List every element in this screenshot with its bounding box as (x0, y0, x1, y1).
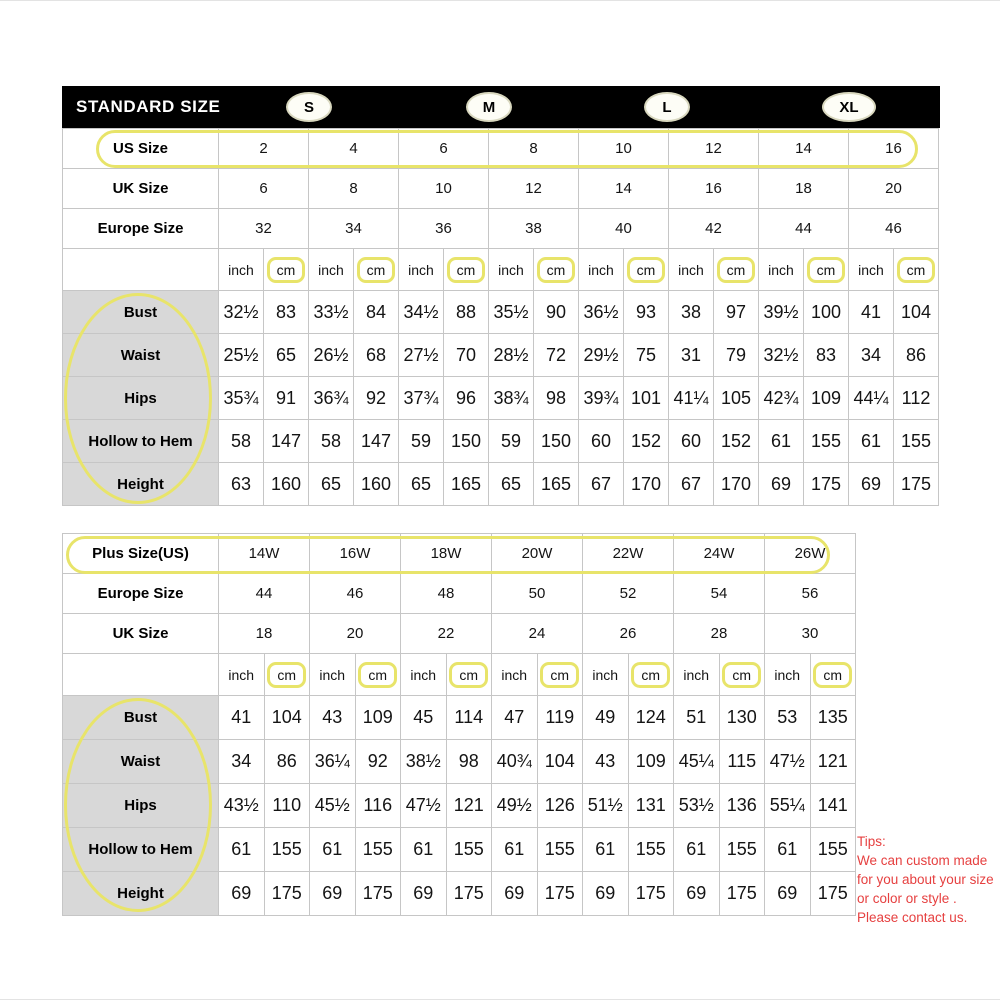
measure-value: 69 (849, 463, 894, 506)
measure-value: 109 (355, 696, 401, 740)
size-value: 18 (759, 169, 849, 209)
measure-value: 98 (534, 377, 579, 420)
measure-label: Hips (63, 377, 219, 420)
measure-value: 41 (849, 291, 894, 334)
measure-row (63, 696, 856, 740)
tips-line: We can custom made (857, 853, 988, 868)
measure-label: Height (63, 872, 219, 916)
size-value: 28 (674, 614, 765, 654)
measure-label: Hollow to Hem (63, 828, 219, 872)
measure-value: 32½ (219, 291, 264, 334)
measure-value: 31 (669, 334, 714, 377)
measure-value: 55¼ (765, 784, 811, 828)
measure-value: 33½ (309, 291, 354, 334)
size-value: 44 (219, 574, 310, 614)
size-value: 30 (765, 614, 856, 654)
measure-value: 97 (714, 291, 759, 334)
measure-value: 104 (537, 740, 583, 784)
measure-value: 86 (894, 334, 939, 377)
measure-row (63, 334, 939, 377)
measure-value: 72 (534, 334, 579, 377)
measure-value: 43 (310, 696, 356, 740)
row-label: UK Size (63, 169, 219, 209)
measure-value: 61 (583, 828, 629, 872)
row-label: UK Size (63, 614, 219, 654)
measure-value: 65 (399, 463, 444, 506)
measure-value: 27½ (399, 334, 444, 377)
measure-value: 34 (849, 334, 894, 377)
measure-value: 152 (624, 420, 669, 463)
cm-unit-cell (624, 249, 669, 291)
inch-unit-label: inch (765, 654, 811, 696)
measure-value: 175 (264, 872, 310, 916)
inch-unit-label: inch (489, 249, 534, 291)
cm-unit-highlighted-label: cm (358, 662, 397, 688)
size-value: 2 (219, 129, 309, 169)
cm-unit-cell (894, 249, 939, 291)
cm-unit-highlighted-label: cm (717, 257, 756, 283)
measure-row (63, 872, 856, 916)
measure-value: 155 (810, 828, 856, 872)
tips-note (857, 832, 994, 927)
measure-value: 135 (810, 696, 856, 740)
measure-value: 69 (492, 872, 538, 916)
measure-value: 93 (624, 291, 669, 334)
measure-value: 32½ (759, 334, 804, 377)
measure-value: 91 (264, 377, 309, 420)
measure-value: 59 (399, 420, 444, 463)
size-value: 48 (401, 574, 492, 614)
measure-value: 115 (719, 740, 765, 784)
cm-unit-cell (355, 654, 401, 696)
size-value: 52 (583, 574, 674, 614)
measure-value: 69 (401, 872, 447, 916)
size-badge-s: S (286, 92, 332, 122)
size-value: 10 (579, 129, 669, 169)
size-badge-l: L (644, 92, 690, 122)
size-value: 14W (219, 534, 310, 574)
measure-value: 112 (894, 377, 939, 420)
measure-value: 65 (264, 334, 309, 377)
cm-unit-highlighted-label: cm (631, 662, 670, 688)
measure-value: 175 (355, 872, 401, 916)
cm-unit-cell (719, 654, 765, 696)
measure-value: 67 (669, 463, 714, 506)
measure-value: 175 (719, 872, 765, 916)
size-badge-m: M (466, 92, 512, 122)
measure-value: 61 (401, 828, 447, 872)
size-badge-xl: XL (822, 92, 876, 122)
measure-value: 84 (354, 291, 399, 334)
measure-value: 170 (714, 463, 759, 506)
size-row (63, 614, 856, 654)
measure-label: Hollow to Hem (63, 420, 219, 463)
measure-value: 36¼ (310, 740, 356, 784)
row-label: US Size (63, 129, 219, 169)
size-value: 6 (399, 129, 489, 169)
measure-value: 39½ (759, 291, 804, 334)
tips-title: Tips: (857, 834, 886, 849)
measure-value: 35¾ (219, 377, 264, 420)
measure-value: 130 (719, 696, 765, 740)
measure-value: 90 (534, 291, 579, 334)
measure-value: 38 (669, 291, 714, 334)
measure-value: 69 (765, 872, 811, 916)
measure-label: Waist (63, 740, 219, 784)
cm-unit-highlighted-label: cm (449, 662, 488, 688)
measure-value: 160 (354, 463, 399, 506)
standard-size-header-bar (62, 86, 940, 128)
measure-value: 61 (219, 828, 265, 872)
unit-row-empty-cell (63, 249, 219, 291)
cm-unit-cell (264, 654, 310, 696)
measure-value: 114 (446, 696, 492, 740)
size-value: 14 (759, 129, 849, 169)
measure-value: 45¼ (674, 740, 720, 784)
measure-value: 43½ (219, 784, 265, 828)
size-value: 8 (489, 129, 579, 169)
size-value: 20 (849, 169, 939, 209)
size-value: 46 (310, 574, 401, 614)
measure-value: 63 (219, 463, 264, 506)
size-value: 6 (219, 169, 309, 209)
size-value: 16 (849, 129, 939, 169)
measure-value: 175 (628, 872, 674, 916)
measure-value: 175 (537, 872, 583, 916)
size-row (63, 574, 856, 614)
measure-value: 61 (759, 420, 804, 463)
size-value: 50 (492, 574, 583, 614)
measure-value: 155 (264, 828, 310, 872)
measure-value: 75 (624, 334, 669, 377)
size-value: 32 (219, 209, 309, 249)
cm-unit-highlighted-label: cm (267, 257, 306, 283)
inch-unit-label: inch (669, 249, 714, 291)
inch-unit-label: inch (310, 654, 356, 696)
measure-value: 53½ (674, 784, 720, 828)
measure-value: 165 (444, 463, 489, 506)
size-value: 10 (399, 169, 489, 209)
measure-row (63, 828, 856, 872)
inch-unit-label: inch (759, 249, 804, 291)
cm-unit-highlighted-label: cm (537, 257, 576, 283)
size-value: 12 (669, 129, 759, 169)
measure-value: 34½ (399, 291, 444, 334)
measure-value: 109 (804, 377, 849, 420)
inch-unit-label: inch (219, 654, 265, 696)
measure-value: 131 (628, 784, 674, 828)
size-value: 34 (309, 209, 399, 249)
measure-value: 49 (583, 696, 629, 740)
size-value: 54 (674, 574, 765, 614)
measure-value: 155 (628, 828, 674, 872)
measure-row (63, 463, 939, 506)
measure-value: 155 (719, 828, 765, 872)
measure-value: 100 (804, 291, 849, 334)
measure-value: 175 (804, 463, 849, 506)
measure-value: 51½ (583, 784, 629, 828)
inch-unit-label: inch (219, 249, 264, 291)
measure-value: 37¾ (399, 377, 444, 420)
measure-value: 61 (765, 828, 811, 872)
measure-value: 110 (264, 784, 310, 828)
measure-value: 109 (628, 740, 674, 784)
measure-value: 124 (628, 696, 674, 740)
measure-value: 116 (355, 784, 401, 828)
cm-unit-cell (446, 654, 492, 696)
measure-label: Bust (63, 291, 219, 334)
standard-size-title: STANDARD SIZE (76, 97, 221, 116)
cm-unit-cell (534, 249, 579, 291)
row-label: Plus Size(US) (63, 534, 219, 574)
measure-value: 155 (804, 420, 849, 463)
measure-value: 61 (310, 828, 356, 872)
inch-unit-label: inch (579, 249, 624, 291)
size-value: 26 (583, 614, 674, 654)
measure-value: 39¾ (579, 377, 624, 420)
measure-value: 175 (894, 463, 939, 506)
measure-value: 29½ (579, 334, 624, 377)
measure-value: 86 (264, 740, 310, 784)
cm-unit-cell (628, 654, 674, 696)
measure-value: 40¾ (492, 740, 538, 784)
measure-value: 38½ (401, 740, 447, 784)
measure-value: 150 (534, 420, 579, 463)
measure-value: 105 (714, 377, 759, 420)
measure-value: 61 (492, 828, 538, 872)
cm-unit-cell (264, 249, 309, 291)
standard-size-table (62, 128, 939, 506)
size-row (63, 129, 939, 169)
unit-row (63, 654, 856, 696)
measure-value: 121 (446, 784, 492, 828)
cm-unit-cell (444, 249, 489, 291)
inch-unit-label: inch (399, 249, 444, 291)
size-value: 22 (401, 614, 492, 654)
cm-unit-cell (810, 654, 856, 696)
size-value: 46 (849, 209, 939, 249)
measure-value: 121 (810, 740, 856, 784)
size-value: 24W (674, 534, 765, 574)
row-label: Europe Size (63, 209, 219, 249)
size-value: 20 (310, 614, 401, 654)
measure-value: 25½ (219, 334, 264, 377)
measure-value: 61 (674, 828, 720, 872)
measure-value: 69 (674, 872, 720, 916)
size-value: 40 (579, 209, 669, 249)
measure-row (63, 291, 939, 334)
measure-value: 104 (894, 291, 939, 334)
size-value: 56 (765, 574, 856, 614)
row-label: Europe Size (63, 574, 219, 614)
size-value: 18 (219, 614, 310, 654)
measure-value: 160 (264, 463, 309, 506)
measure-value: 65 (489, 463, 534, 506)
measure-value: 53 (765, 696, 811, 740)
plus-size-table (62, 533, 856, 916)
measure-value: 47½ (401, 784, 447, 828)
measure-value: 59 (489, 420, 534, 463)
measure-value: 165 (534, 463, 579, 506)
measure-value: 126 (537, 784, 583, 828)
measure-label: Bust (63, 696, 219, 740)
size-value: 20W (492, 534, 583, 574)
measure-row (63, 740, 856, 784)
measure-value: 69 (759, 463, 804, 506)
measure-value: 43 (583, 740, 629, 784)
measure-value: 47 (492, 696, 538, 740)
measure-value: 68 (354, 334, 399, 377)
measure-value: 60 (669, 420, 714, 463)
measure-value: 49½ (492, 784, 538, 828)
measure-value: 51 (674, 696, 720, 740)
unit-row-empty-cell (63, 654, 219, 696)
measure-value: 28½ (489, 334, 534, 377)
measure-value: 92 (354, 377, 399, 420)
cm-unit-highlighted-label: cm (447, 257, 486, 283)
tips-line: Please contact us. (857, 910, 968, 925)
unit-row (63, 249, 939, 291)
size-row (63, 169, 939, 209)
tips-line: for you about your size (857, 872, 994, 887)
measure-value: 88 (444, 291, 489, 334)
measure-value: 41¼ (669, 377, 714, 420)
measure-value: 70 (444, 334, 489, 377)
inch-unit-label: inch (674, 654, 720, 696)
measure-value: 83 (264, 291, 309, 334)
measure-value: 58 (219, 420, 264, 463)
tips-line: or color or style . (857, 891, 957, 906)
measure-value: 42¾ (759, 377, 804, 420)
measure-value: 35½ (489, 291, 534, 334)
size-value: 8 (309, 169, 399, 209)
measure-row (63, 377, 939, 420)
cm-unit-cell (354, 249, 399, 291)
measure-value: 45½ (310, 784, 356, 828)
measure-value: 119 (537, 696, 583, 740)
measure-label: Waist (63, 334, 219, 377)
measure-value: 41 (219, 696, 265, 740)
size-value: 22W (583, 534, 674, 574)
measure-value: 26½ (309, 334, 354, 377)
size-value: 14 (579, 169, 669, 209)
measure-value: 79 (714, 334, 759, 377)
size-value: 16 (669, 169, 759, 209)
size-value: 18W (401, 534, 492, 574)
cm-unit-highlighted-label: cm (627, 257, 666, 283)
cm-unit-highlighted-label: cm (540, 662, 579, 688)
measure-value: 155 (537, 828, 583, 872)
measure-value: 69 (583, 872, 629, 916)
measure-value: 44¼ (849, 377, 894, 420)
cm-unit-cell (537, 654, 583, 696)
inch-unit-label: inch (309, 249, 354, 291)
measure-value: 155 (446, 828, 492, 872)
measure-value: 45 (401, 696, 447, 740)
measure-value: 65 (309, 463, 354, 506)
measure-value: 175 (810, 872, 856, 916)
measure-row (63, 784, 856, 828)
measure-value: 69 (310, 872, 356, 916)
measure-value: 136 (719, 784, 765, 828)
size-value: 44 (759, 209, 849, 249)
cm-unit-highlighted-label: cm (813, 662, 852, 688)
measure-value: 38¾ (489, 377, 534, 420)
measure-value: 69 (219, 872, 265, 916)
measure-value: 67 (579, 463, 624, 506)
measure-value: 47½ (765, 740, 811, 784)
measure-value: 104 (264, 696, 310, 740)
measure-value: 34 (219, 740, 265, 784)
size-row (63, 209, 939, 249)
measure-value: 147 (354, 420, 399, 463)
measure-value: 150 (444, 420, 489, 463)
measure-label: Height (63, 463, 219, 506)
size-value: 36 (399, 209, 489, 249)
measure-value: 152 (714, 420, 759, 463)
measure-value: 92 (355, 740, 401, 784)
inch-unit-label: inch (401, 654, 447, 696)
measure-value: 98 (446, 740, 492, 784)
inch-unit-label: inch (492, 654, 538, 696)
measure-value: 147 (264, 420, 309, 463)
cm-unit-highlighted-label: cm (722, 662, 761, 688)
inch-unit-label: inch (849, 249, 894, 291)
inch-unit-label: inch (583, 654, 629, 696)
size-value: 4 (309, 129, 399, 169)
cm-unit-highlighted-label: cm (807, 257, 846, 283)
size-value: 26W (765, 534, 856, 574)
cm-unit-highlighted-label: cm (897, 257, 936, 283)
cm-unit-cell (804, 249, 849, 291)
measure-value: 83 (804, 334, 849, 377)
measure-value: 61 (849, 420, 894, 463)
measure-label: Hips (63, 784, 219, 828)
cm-unit-cell (714, 249, 759, 291)
measure-value: 155 (355, 828, 401, 872)
measure-value: 36¾ (309, 377, 354, 420)
size-row (63, 534, 856, 574)
measure-value: 170 (624, 463, 669, 506)
cm-unit-highlighted-label: cm (357, 257, 396, 283)
measure-value: 155 (894, 420, 939, 463)
size-value: 38 (489, 209, 579, 249)
measure-value: 175 (446, 872, 492, 916)
measure-value: 60 (579, 420, 624, 463)
measure-value: 58 (309, 420, 354, 463)
measure-row (63, 420, 939, 463)
measure-value: 96 (444, 377, 489, 420)
measure-value: 141 (810, 784, 856, 828)
size-value: 16W (310, 534, 401, 574)
size-value: 12 (489, 169, 579, 209)
size-value: 42 (669, 209, 759, 249)
size-value: 24 (492, 614, 583, 654)
measure-value: 101 (624, 377, 669, 420)
cm-unit-highlighted-label: cm (267, 662, 306, 688)
measure-value: 36½ (579, 291, 624, 334)
